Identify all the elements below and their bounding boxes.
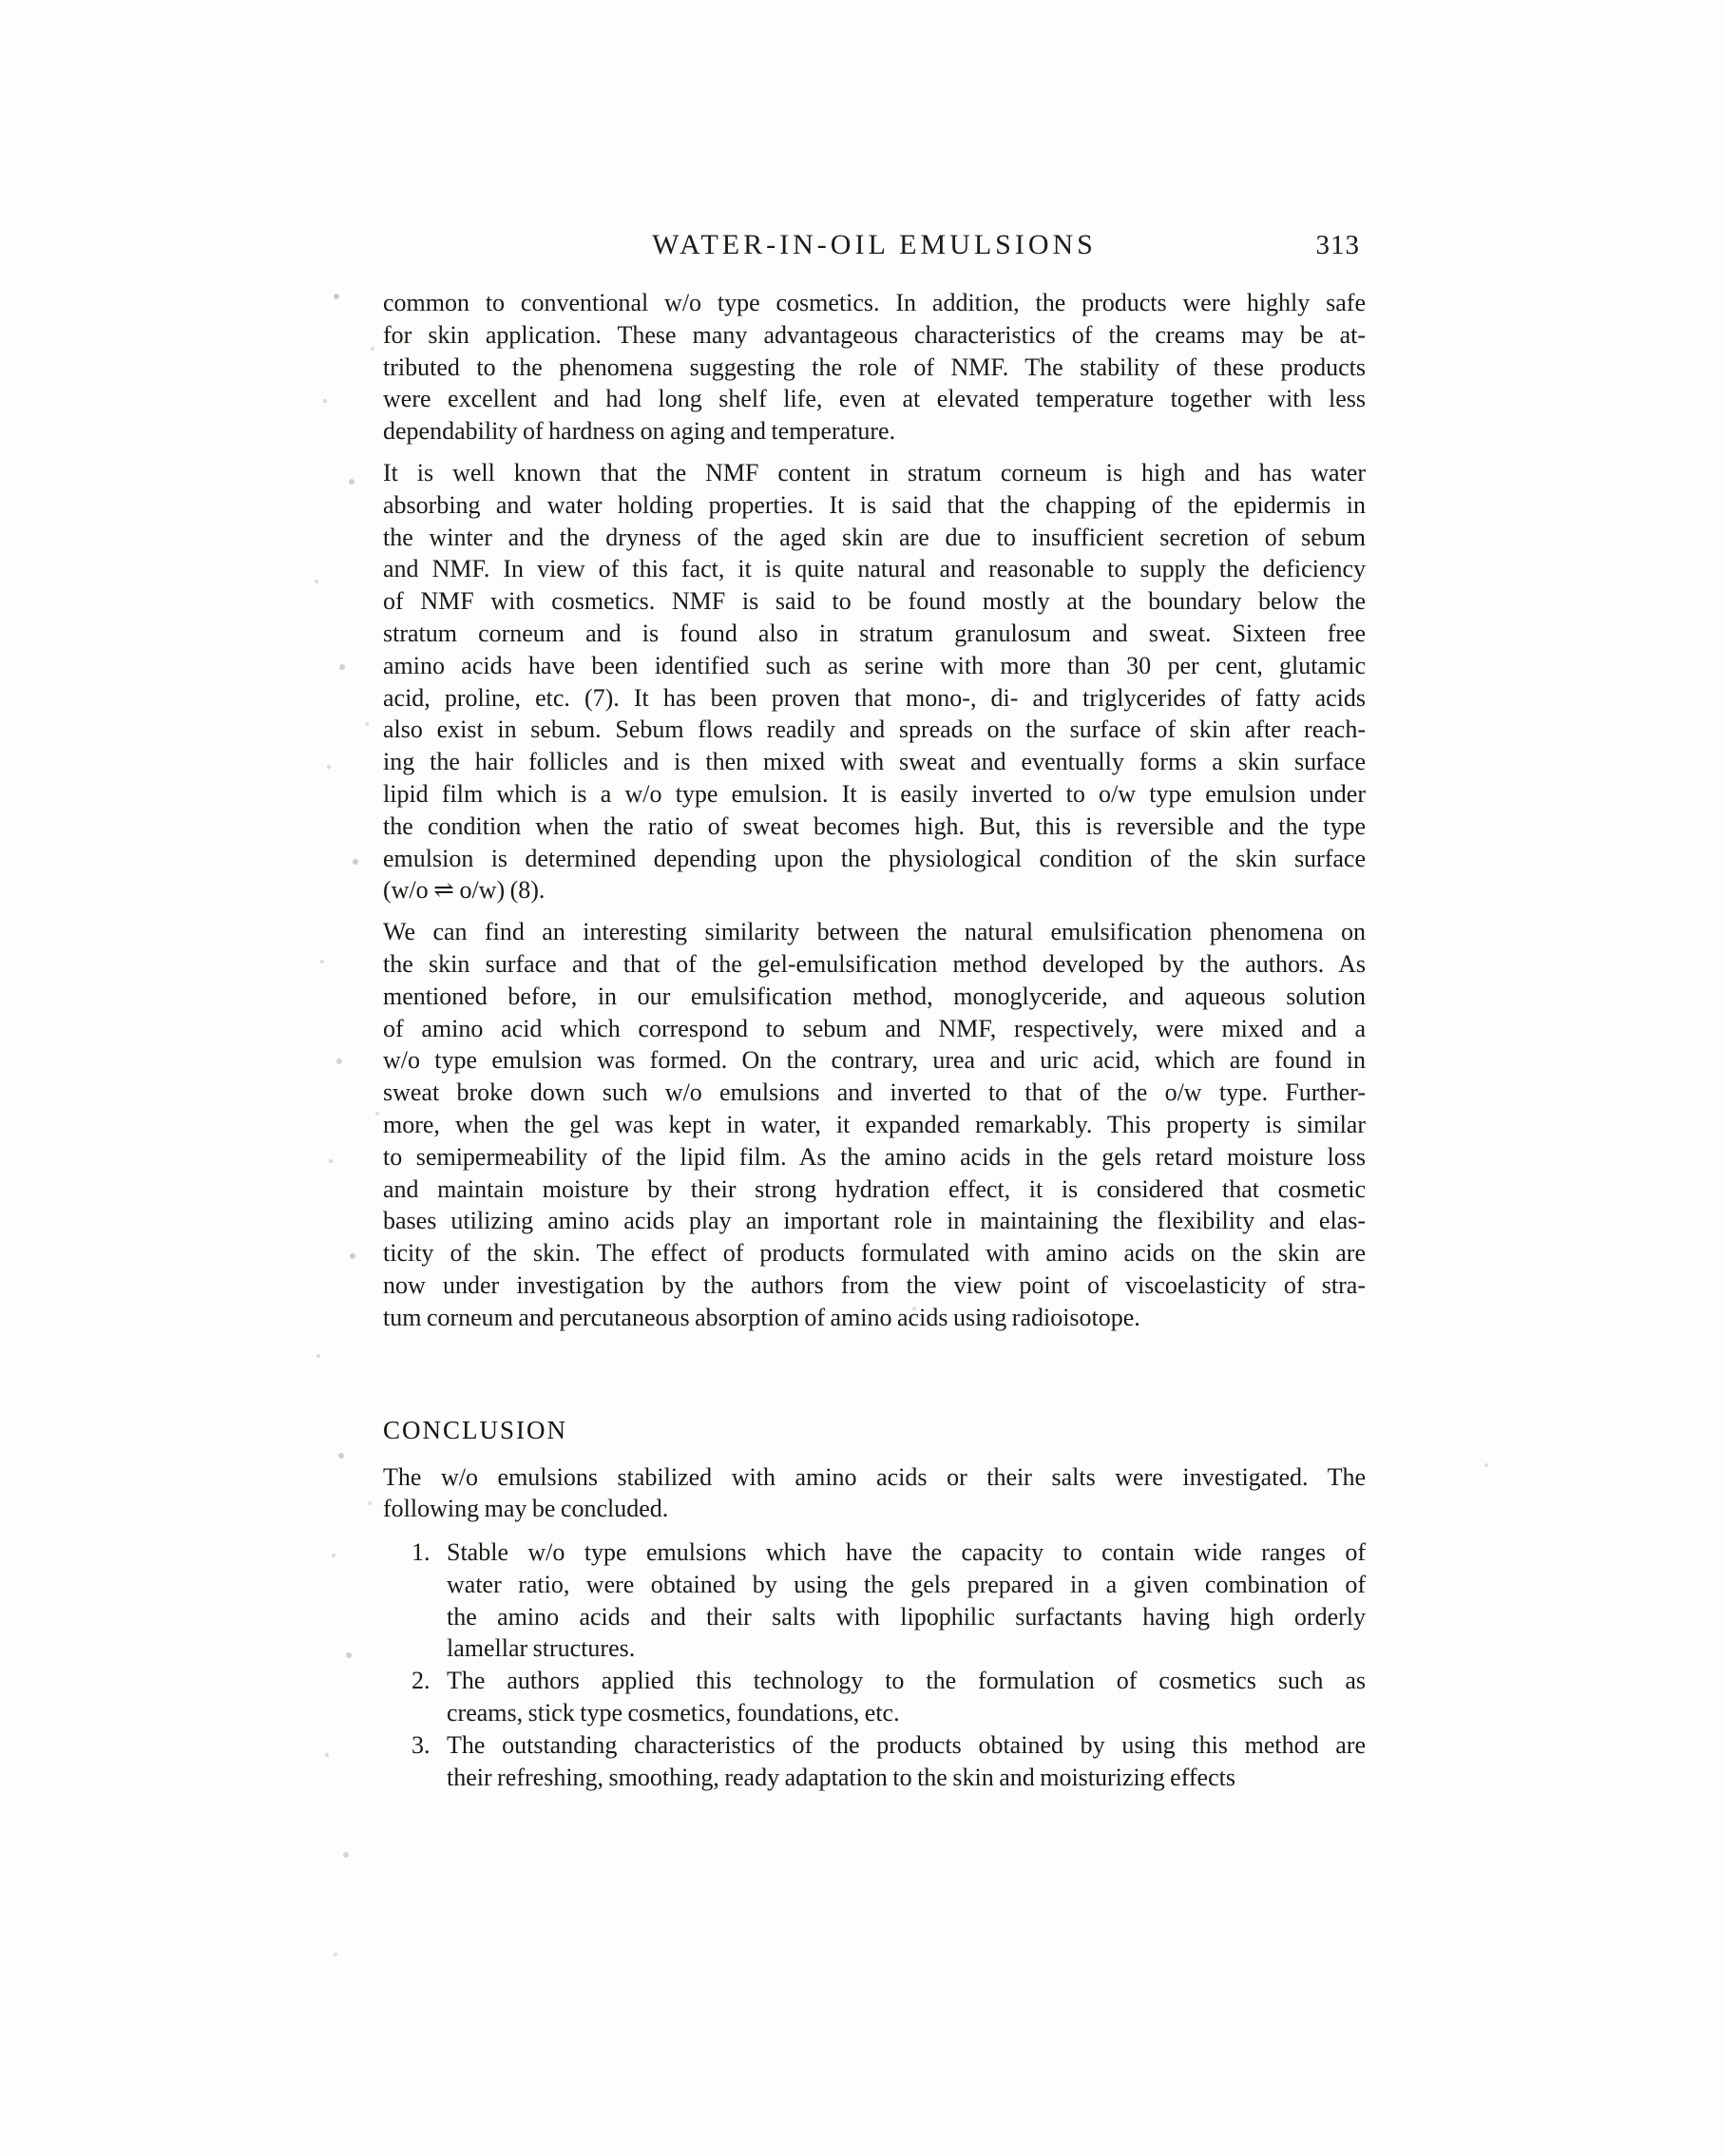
text-line: sweat broke down such w/o emulsions and inverted to that of the o/w type. Further-	[383, 1078, 1366, 1107]
text-line: the condition when the ratio of sweat becomes high. But, this is reversible and the type	[383, 811, 1366, 840]
text-line: It is well known that the NMF content in stratum corneum is high and has water	[383, 458, 1366, 487]
text-line: the amino acids and their salts with lipophilic surfactants having high orderly	[447, 1602, 1366, 1631]
text-line: water ratio, were obtained by using the gels prepared in a given combination of	[447, 1570, 1366, 1598]
text-line: The authors applied this technology to the formulation of cosmetics such as	[447, 1667, 1366, 1695]
text-line: their refreshing, smoothing, ready adaptation to the skin and moisturizing effects	[447, 1763, 1235, 1791]
list-item	[383, 1729, 1366, 1794]
text-line: ticity of the skin. The effect of products formulated with amino acids on the skin are	[383, 1239, 1366, 1268]
text-line: absorbing and water holding properties. It is said that the chapping of the epidermis in	[383, 490, 1366, 519]
list-item-lines	[447, 1665, 1366, 1729]
text-line: also exist in sebum. Sebum flows readily and spreads on the surface of skin after reach-	[383, 715, 1366, 744]
text-line: We can find an interesting similarity between the natural emulsification phenomena on	[383, 918, 1366, 946]
running-head-title: WATER-IN-OIL EMULSIONS	[652, 229, 1097, 260]
page-body	[383, 287, 1366, 1793]
list-item-number: 1.	[412, 1538, 431, 1567]
text-line: to semipermeability of the lipid film. As the amino acids in the gels retard moisture loss	[383, 1142, 1366, 1171]
text-line: Stable w/o type emulsions which have the capacity to contain wide ranges of	[447, 1538, 1366, 1567]
text-line: ing the hair follicles and is then mixed with sweat and eventually forms a skin surface	[383, 748, 1366, 776]
conclusion-numbered-list	[383, 1536, 1366, 1793]
paragraph	[383, 287, 1366, 448]
text-line: common to conventional w/o type cosmetics. In addition, the products were highly safe	[383, 289, 1366, 316]
list-item-lines	[447, 1729, 1366, 1794]
text-line: were excellent and had long shelf life, even at elevated temperature together with less	[383, 385, 1366, 413]
text-line: for skin application. These many advantageous characteristics of the creams may be at-	[383, 320, 1366, 349]
text-line: and NMF. In view of this fact, it is quite natural and reasonable to supply the deficiency	[383, 555, 1366, 583]
text-line: and maintain moisture by their strong hydration effect, it is considered that cosmetic	[383, 1174, 1366, 1203]
text-line: bases utilizing amino acids play an important role in maintaining the flexibility and elas-	[383, 1207, 1366, 1235]
paragraphs-container	[383, 287, 1366, 1334]
text-line: the winter and the dryness of the aged skin are due to insufficient secretion of sebum	[383, 523, 1366, 551]
text-line: The outstanding characteristics of the products obtained by using this method are	[447, 1730, 1366, 1759]
list-item	[383, 1536, 1366, 1665]
text-line: stratum corneum and is found also in stratum granulosum and sweat. Sixteen free	[383, 619, 1366, 647]
text-line: The w/o emulsions stabilized with amino acids or their salts were investigated. The	[383, 1462, 1366, 1491]
scan-speckles	[0, 0, 4, 4]
text-line: w/o type emulsion was formed. On the contrary, urea and uric acid, which are found in	[383, 1046, 1366, 1075]
conclusion-intro-paragraph	[383, 1461, 1366, 1526]
list-item	[383, 1665, 1366, 1729]
text-line: more, when the gel was kept in water, it expanded remarkably. This property is similar	[383, 1110, 1366, 1138]
text-line: lamellar structures.	[447, 1634, 636, 1663]
list-item-number: 3.	[412, 1730, 431, 1759]
text-line: emulsion is determined depending upon the physiological condition of the skin surface	[383, 844, 1366, 872]
list-item-number: 2.	[412, 1667, 431, 1695]
text-line: following may be concluded.	[383, 1495, 669, 1523]
page-header	[383, 226, 1366, 264]
text-line: mentioned before, in our emulsification method, monoglyceride, and aqueous solution	[383, 982, 1366, 1010]
text-line: tum corneum and percutaneous absorption of amino acids using radioisotope.	[383, 1303, 1140, 1331]
paragraph	[383, 916, 1366, 1333]
text-line: tributed to the phenomena suggesting the role of NMF. The stability of these products	[383, 353, 1366, 381]
text-line: of amino acid which correspond to sebum and NMF, respectively, were mixed and a	[383, 1014, 1366, 1042]
text-line: lipid film which is a w/o type emulsion. It is easily inverted to o/w type emulsion under	[383, 779, 1366, 808]
text-line: amino acids have been identified such as serine with more than 30 per cent, glutamic	[383, 651, 1366, 679]
text-line: the skin surface and that of the gel-emulsification method developed by the authors. As	[383, 949, 1366, 978]
list-item-lines	[447, 1536, 1366, 1665]
text-line: now under investigation by the authors from the view point of viscoelasticity of stra-	[383, 1270, 1366, 1299]
paragraph	[383, 457, 1366, 906]
text-line: acid, proline, etc. (7). It has been proven that mono-, di- and triglycerides of fatty acids	[383, 683, 1366, 712]
page-number: 313	[1315, 230, 1360, 260]
text-line: (w/o ⇌ o/w) (8).	[383, 876, 546, 905]
text-line: dependability of hardness on aging and temperature.	[383, 417, 896, 446]
conclusion-heading: CONCLUSION	[383, 1415, 568, 1444]
text-line: of NMF with cosmetics. NMF is said to be found mostly at the boundary below the	[383, 587, 1366, 616]
text-line: creams, stick type cosmetics, foundations, etc.	[447, 1699, 900, 1727]
